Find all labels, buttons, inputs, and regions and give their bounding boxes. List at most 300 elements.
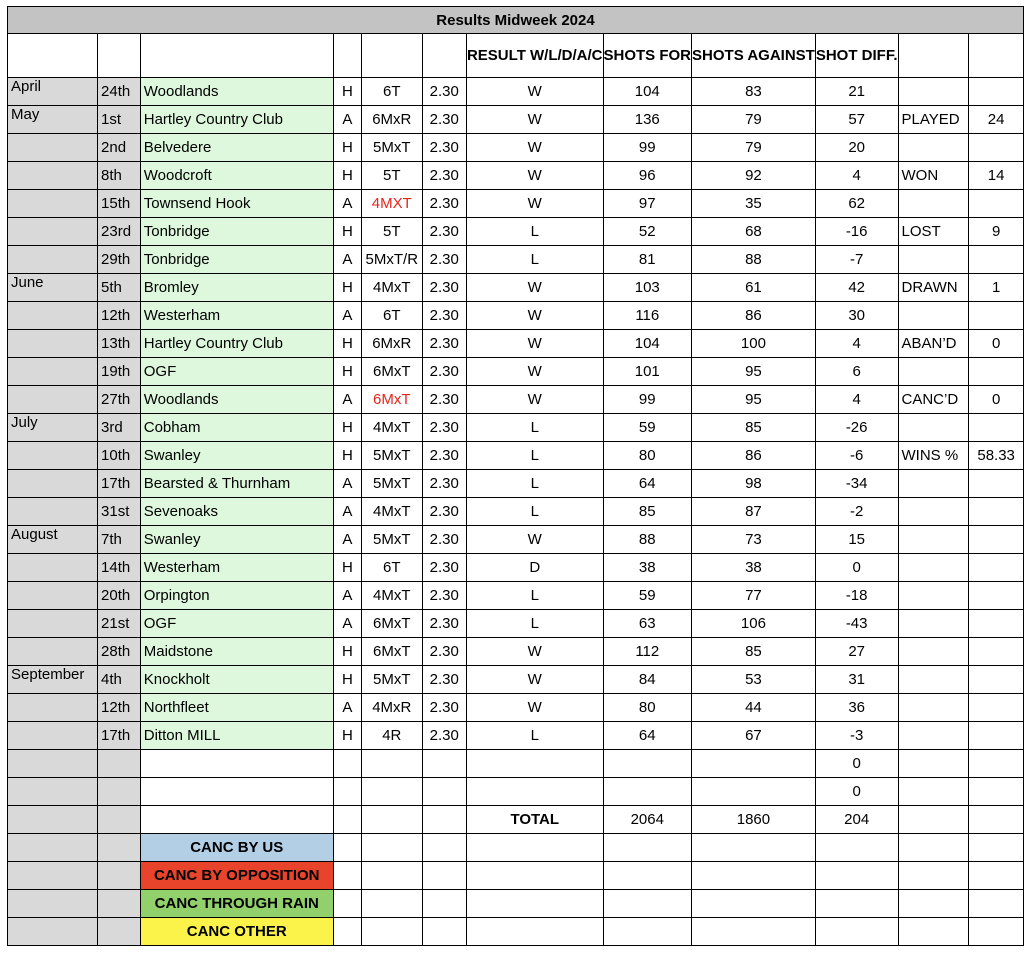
match-row [8,722,1024,750]
month-cell: May [8,106,98,134]
empty-cell [140,750,333,778]
day-cell [98,834,141,862]
shots-against-cell: 88 [692,246,816,274]
shots-for-cell: 80 [603,442,692,470]
shot-diff-cell: -18 [815,582,898,610]
result-cell: L [466,246,603,274]
stat-label-cell [898,638,969,666]
shots-for-cell: 64 [603,470,692,498]
shots-for-cell: 99 [603,134,692,162]
format-cell: 4MxR [362,694,422,722]
stat-label-cell [898,610,969,638]
stat-label-cell [898,78,969,106]
stat-value-cell [969,470,1024,498]
total-shots-against: 1860 [692,806,816,834]
empty-cell [898,806,969,834]
shots-against-cell: 87 [692,498,816,526]
stat-label-cell [898,358,969,386]
month-cell [8,498,98,526]
match-row [8,78,1024,106]
match-row [8,442,1024,470]
legend-row [8,834,1024,862]
match-row [8,246,1024,274]
shot-diff-cell: 0 [815,554,898,582]
venue-cell: H [333,274,361,302]
shots-for-cell: 96 [603,162,692,190]
stat-label-cell: PLAYED [898,106,969,134]
shot-diff-cell: -3 [815,722,898,750]
opponent-cell: Sevenoaks [140,498,333,526]
format-cell: 5T [362,218,422,246]
day-cell [98,750,141,778]
shots-for-cell: 59 [603,582,692,610]
month-cell [8,442,98,470]
stat-label-cell: ABAN’D [898,330,969,358]
day-cell: 31st [98,498,141,526]
time-cell: 2.30 [422,386,466,414]
result-cell: D [466,554,603,582]
venue-cell: A [333,610,361,638]
stat-label-cell [898,302,969,330]
time-cell: 2.30 [422,190,466,218]
time-cell: 2.30 [422,358,466,386]
day-cell: 14th [98,554,141,582]
result-cell: W [466,526,603,554]
total-shots-for: 2064 [603,806,692,834]
day-cell [98,918,141,946]
format-cell: 6MxT [362,358,422,386]
shots-against-cell: 35 [692,190,816,218]
stat-value-cell [969,526,1024,554]
opponent-cell: Northfleet [140,694,333,722]
time-cell: 2.30 [422,722,466,750]
day-cell: 7th [98,526,141,554]
empty-cell [815,918,898,946]
stat-label-cell [898,582,969,610]
empty-cell [969,862,1024,890]
opponent-cell: Bromley [140,274,333,302]
empty-cell [333,918,361,946]
time-cell: 2.30 [422,442,466,470]
opponent-cell: Hartley Country Club [140,330,333,358]
day-cell [98,862,141,890]
stat-label-cell: WINS % [898,442,969,470]
empty-cell [898,862,969,890]
legend-swatch: CANC THROUGH RAIN [140,890,333,918]
empty-cell [603,918,692,946]
shot-diff-cell: 27 [815,638,898,666]
shots-against-cell: 79 [692,134,816,162]
day-cell: 2nd [98,134,141,162]
empty-cell [603,890,692,918]
stat-value-cell [969,358,1024,386]
venue-cell: A [333,302,361,330]
shot-diff-cell: -43 [815,610,898,638]
header-shots-against: SHOTS AGAINST [692,34,816,78]
month-cell [8,162,98,190]
format-cell: 6T [362,78,422,106]
empty-cell [362,918,422,946]
opponent-cell: Swanley [140,526,333,554]
shots-for-cell: 112 [603,638,692,666]
opponent-cell: Maidstone [140,638,333,666]
venue-cell: A [333,190,361,218]
match-row [8,134,1024,162]
shots-against-cell: 86 [692,442,816,470]
total-shot-diff: 204 [815,806,898,834]
opponent-cell: Tonbridge [140,218,333,246]
stat-label-cell [898,666,969,694]
opponent-cell: Orpington [140,582,333,610]
stat-value-cell [969,190,1024,218]
empty-cell [692,778,816,806]
month-cell [8,806,98,834]
result-cell: W [466,666,603,694]
stat-label-cell: LOST [898,218,969,246]
month-cell [8,386,98,414]
venue-cell: A [333,498,361,526]
shots-against-cell: 38 [692,554,816,582]
match-row [8,162,1024,190]
format-cell: 4MXT [362,190,422,218]
result-cell: L [466,610,603,638]
time-cell: 2.30 [422,526,466,554]
empty-cell [333,806,361,834]
month-cell [8,638,98,666]
day-cell [98,778,141,806]
day-cell [98,806,141,834]
match-row [8,610,1024,638]
result-cell: W [466,386,603,414]
empty-cell [603,750,692,778]
shots-for-cell: 38 [603,554,692,582]
day-cell [98,890,141,918]
result-cell: L [466,582,603,610]
day-cell: 23rd [98,218,141,246]
result-cell: W [466,302,603,330]
shots-for-cell: 103 [603,274,692,302]
format-cell: 6MxT [362,386,422,414]
stat-label-cell [898,694,969,722]
results-table [7,6,1024,946]
header-row [8,34,1024,78]
stat-label-cell [898,526,969,554]
format-cell: 5MxT [362,666,422,694]
shots-against-cell: 61 [692,274,816,302]
format-cell: 6T [362,302,422,330]
result-cell: W [466,274,603,302]
month-cell [8,610,98,638]
legend-row [8,862,1024,890]
day-cell: 17th [98,722,141,750]
day-cell: 28th [98,638,141,666]
empty-cell [362,750,422,778]
day-cell: 5th [98,274,141,302]
month-cell [8,834,98,862]
empty-cell [333,890,361,918]
time-cell: 2.30 [422,638,466,666]
result-cell: L [466,218,603,246]
result-cell: W [466,190,603,218]
empty-cell [969,890,1024,918]
shots-against-cell: 85 [692,414,816,442]
venue-cell: H [333,554,361,582]
day-cell: 1st [98,106,141,134]
day-cell: 3rd [98,414,141,442]
shot-diff-cell: -34 [815,470,898,498]
match-row [8,694,1024,722]
time-cell: 2.30 [422,162,466,190]
stat-value-cell [969,722,1024,750]
venue-cell: A [333,386,361,414]
shots-for-cell: 116 [603,302,692,330]
shots-for-cell: 64 [603,722,692,750]
shot-diff-cell: 4 [815,386,898,414]
opponent-cell: Tonbridge [140,246,333,274]
shot-diff-cell: -2 [815,498,898,526]
venue-cell: A [333,526,361,554]
opponent-cell: OGF [140,358,333,386]
shots-against-cell: 86 [692,302,816,330]
match-row [8,414,1024,442]
match-row [8,554,1024,582]
empty-cell [422,918,466,946]
match-row [8,582,1024,610]
month-cell [8,302,98,330]
empty-cell [692,862,816,890]
empty-cell [815,890,898,918]
empty-cell [603,862,692,890]
shots-for-cell: 88 [603,526,692,554]
empty-cell [466,834,603,862]
empty-cell [140,806,333,834]
opponent-cell: Belvedere [140,134,333,162]
opponent-cell: Woodlands [140,78,333,106]
header-shots-for: SHOTS FOR [603,34,692,78]
match-row [8,302,1024,330]
stat-value-cell [969,414,1024,442]
result-cell: L [466,498,603,526]
stat-value-cell: 1 [969,274,1024,302]
stat-label-cell [898,190,969,218]
opponent-cell: Westerham [140,302,333,330]
stat-value-cell [969,246,1024,274]
result-cell: W [466,638,603,666]
shots-for-cell: 104 [603,330,692,358]
empty-cell [362,778,422,806]
match-row [8,386,1024,414]
empty-cell [333,862,361,890]
opponent-cell: Cobham [140,414,333,442]
month-cell [8,218,98,246]
stat-value-cell: 58.33 [969,442,1024,470]
stat-label-cell [898,554,969,582]
empty-cell [815,834,898,862]
shots-for-cell: 97 [603,190,692,218]
result-cell: L [466,722,603,750]
venue-cell: H [333,218,361,246]
month-cell [8,190,98,218]
empty-cell [692,918,816,946]
shots-against-cell: 83 [692,78,816,106]
shots-against-cell: 79 [692,106,816,134]
shots-for-cell: 101 [603,358,692,386]
result-cell: W [466,106,603,134]
shot-diff-cell: -7 [815,246,898,274]
result-cell: W [466,78,603,106]
legend-swatch: CANC BY OPPOSITION [140,862,333,890]
month-cell [8,918,98,946]
venue-cell: H [333,722,361,750]
match-row [8,330,1024,358]
stat-label-cell [898,470,969,498]
result-cell: L [466,442,603,470]
venue-cell: A [333,246,361,274]
shots-against-cell: 73 [692,526,816,554]
day-cell: 17th [98,470,141,498]
shots-for-cell: 80 [603,694,692,722]
empty-cell [362,890,422,918]
empty-cell [422,778,466,806]
month-cell [8,722,98,750]
time-cell: 2.30 [422,330,466,358]
time-cell: 2.30 [422,694,466,722]
shots-for-cell: 84 [603,666,692,694]
format-cell: 4MxT [362,498,422,526]
time-cell: 2.30 [422,414,466,442]
format-cell: 4MxT [362,414,422,442]
month-cell [8,694,98,722]
shots-against-cell: 44 [692,694,816,722]
empty-cell [603,834,692,862]
shot-diff-cell: 20 [815,134,898,162]
time-cell: 2.30 [422,666,466,694]
shots-against-cell: 67 [692,722,816,750]
time-cell: 2.30 [422,274,466,302]
empty-cell [603,778,692,806]
empty-cell [333,750,361,778]
empty-cell [969,750,1024,778]
day-cell: 27th [98,386,141,414]
shot-diff-cell: 31 [815,666,898,694]
empty-cell [422,834,466,862]
stat-value-cell [969,582,1024,610]
shots-against-cell: 100 [692,330,816,358]
match-row [8,106,1024,134]
opponent-cell: OGF [140,610,333,638]
match-row [8,666,1024,694]
time-cell: 2.30 [422,302,466,330]
empty-cell [466,862,603,890]
month-cell [8,778,98,806]
shot-diff-cell: 36 [815,694,898,722]
stat-label-cell: WON [898,162,969,190]
shot-diff-cell: -16 [815,218,898,246]
shots-for-cell: 136 [603,106,692,134]
venue-cell: A [333,106,361,134]
month-cell: July [8,414,98,442]
day-cell: 13th [98,330,141,358]
venue-cell: H [333,330,361,358]
time-cell: 2.30 [422,78,466,106]
empty-cell [692,750,816,778]
stat-value-cell: 9 [969,218,1024,246]
venue-cell: A [333,582,361,610]
result-cell: W [466,162,603,190]
format-cell: 4R [362,722,422,750]
empty-cell [969,918,1024,946]
format-cell: 4MxT [362,582,422,610]
empty-cell [969,806,1024,834]
format-cell: 6MxR [362,106,422,134]
month-cell [8,554,98,582]
empty-cell [362,834,422,862]
shot-diff-cell: 4 [815,162,898,190]
empty-cell [422,862,466,890]
sheet-title: Results Midweek 2024 [8,7,1024,34]
empty-cell [692,834,816,862]
time-cell: 2.30 [422,498,466,526]
empty-cell [466,778,603,806]
shots-against-cell: 98 [692,470,816,498]
format-cell: 5T [362,162,422,190]
venue-cell: H [333,162,361,190]
shot-diff-cell: 4 [815,330,898,358]
empty-cell [422,750,466,778]
shots-against-cell: 95 [692,386,816,414]
shots-for-cell: 99 [603,386,692,414]
format-cell: 5MxT [362,526,422,554]
format-cell: 5MxT [362,470,422,498]
time-cell: 2.30 [422,246,466,274]
empty-cell [466,750,603,778]
stat-value-cell: 14 [969,162,1024,190]
stat-value-cell: 0 [969,386,1024,414]
stat-label-cell: CANC’D [898,386,969,414]
result-cell: W [466,330,603,358]
shots-for-cell: 81 [603,246,692,274]
time-cell: 2.30 [422,470,466,498]
match-row [8,358,1024,386]
match-row [8,470,1024,498]
opponent-cell: Swanley [140,442,333,470]
shots-against-cell: 85 [692,638,816,666]
venue-cell: H [333,358,361,386]
stat-value-cell [969,134,1024,162]
day-cell: 21st [98,610,141,638]
time-cell: 2.30 [422,106,466,134]
stat-label-cell [898,498,969,526]
day-cell: 19th [98,358,141,386]
venue-cell: H [333,442,361,470]
empty-cell [333,834,361,862]
month-cell [8,750,98,778]
opponent-cell: Bearsted & Thurnham [140,470,333,498]
month-cell: April [8,78,98,106]
month-cell [8,582,98,610]
match-row [8,274,1024,302]
empty-row [8,778,1024,806]
month-cell: June [8,274,98,302]
result-cell: W [466,134,603,162]
stat-value-cell [969,694,1024,722]
day-cell: 20th [98,582,141,610]
empty-cell [969,778,1024,806]
empty-cell [422,890,466,918]
shots-against-cell: 77 [692,582,816,610]
opponent-cell: Woodcroft [140,162,333,190]
format-cell: 5MxT [362,134,422,162]
